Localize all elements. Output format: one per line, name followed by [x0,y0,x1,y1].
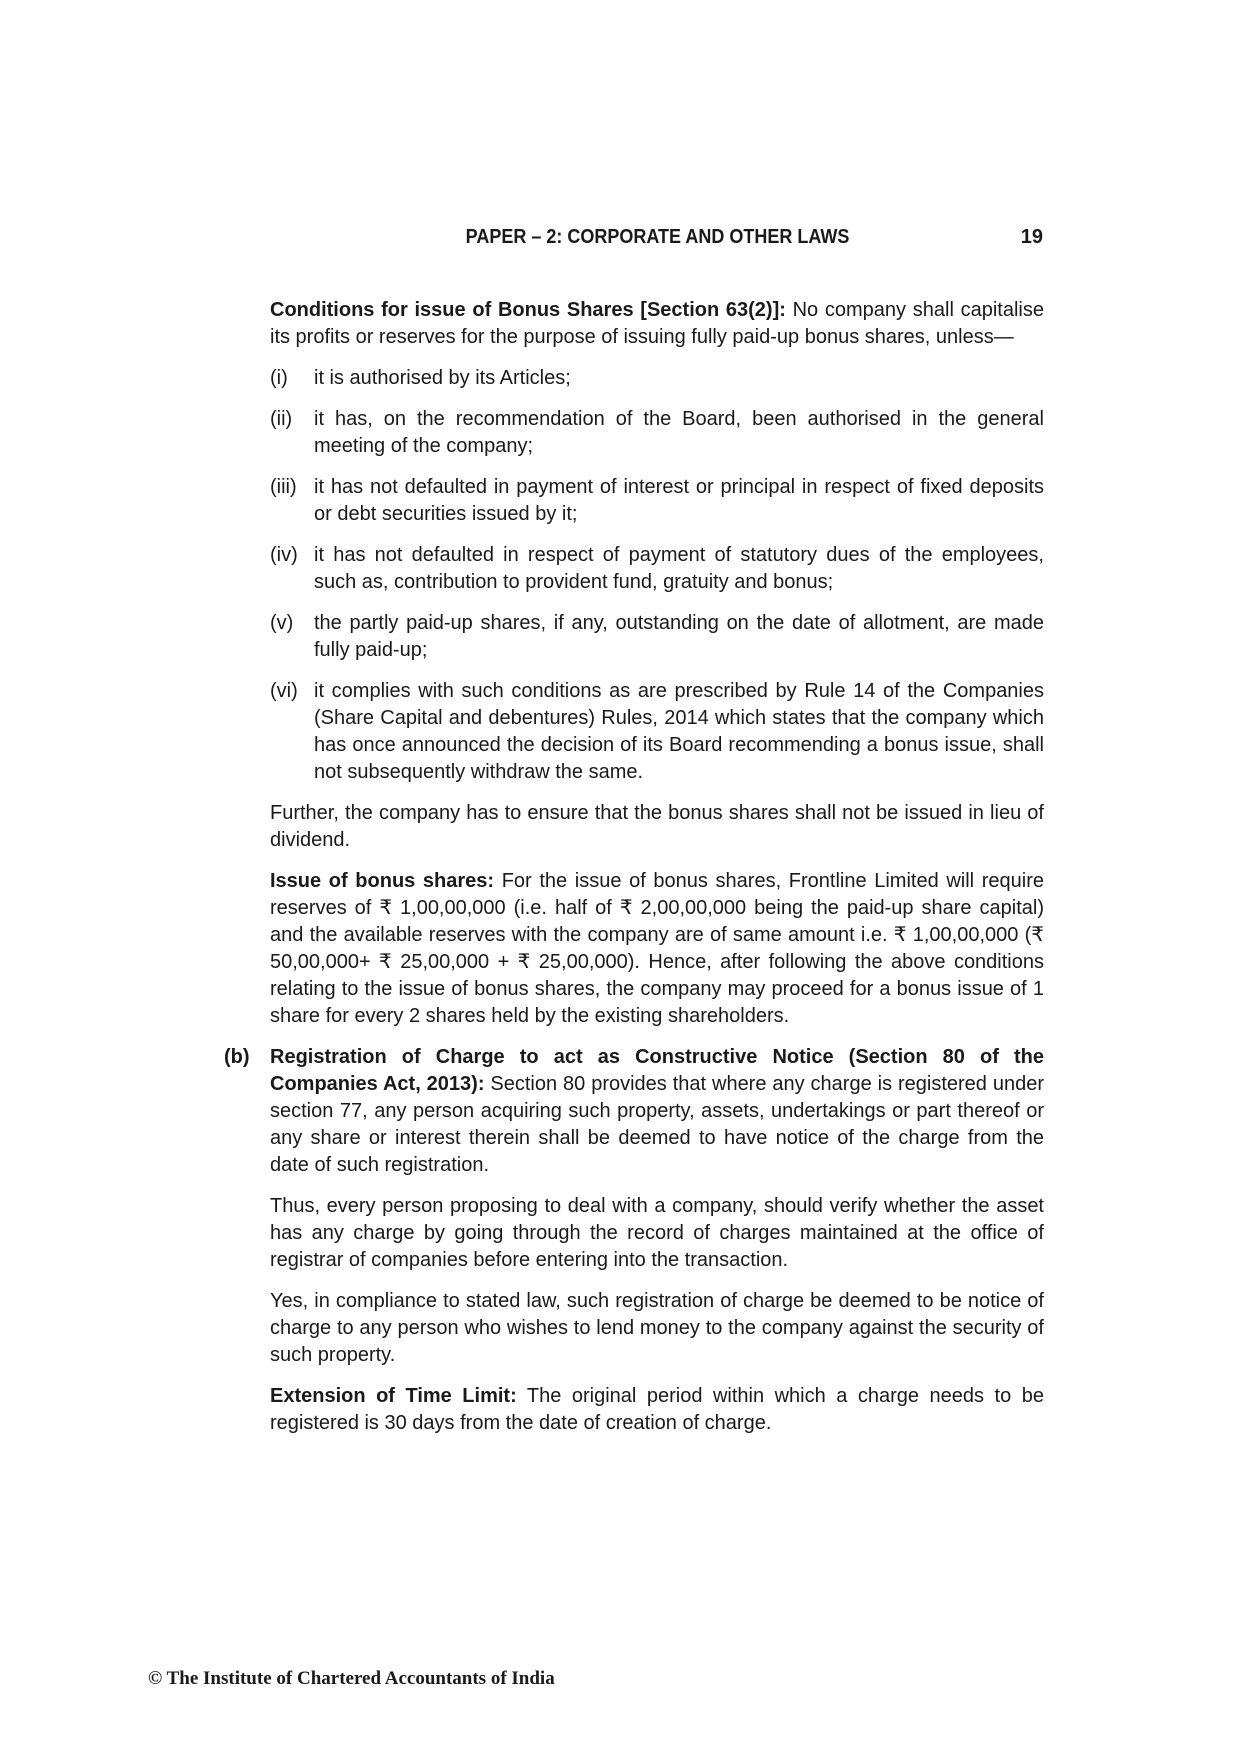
list-text: it is authorised by its Articles; [314,367,571,389]
list-marker: (vi) [270,680,298,702]
list-item [270,542,1044,596]
list-marker: (iv) [270,544,298,566]
conditions-list [270,365,1044,786]
section-b-paragraph [270,1044,1044,1179]
paper-title: PAPER – 2: CORPORATE AND OTHER LAWS [465,226,850,248]
list-item [270,365,1044,392]
list-item [270,610,1044,664]
list-text: it complies with such conditions as are prescribed by Rule 14 of the Companies (Share Capital and debentures) Rules, 2014 which states that the company which has once announced the decision of its Board recommending a bonus issue, shall not subsequently withdraw the same. [314,680,1044,783]
section-b-text: Section 80 provides that where any charge is registered under section 77, any person acquiring such property, assets, undertakings or part thereof or any share or interest therein shall be deemed to have notice of the charge from the date of such registration. [270,1073,1044,1176]
conditions-paragraph [270,297,1044,351]
further-paragraph: Further, the company has to ensure that the bonus shares shall not be issued in lieu of dividend. [270,802,1044,851]
list-marker: (v) [270,612,294,634]
conditions-intro: No company shall capitalise its profits or reserves for the purpose of issuing fully paid-up bonus shares, unless— [270,299,1044,348]
section-b [224,1044,1044,1437]
page-number: 19 [1020,226,1043,248]
list-text: it has not defaulted in respect of payment of statutory dues of the employees, such as, contribution to provident fund, gratuity and bonus; [314,544,1044,593]
conditions-heading: Conditions for issue of Bonus Shares [Section 63(2)]: [270,299,786,321]
issue-paragraph [270,868,1044,1030]
list-text: it has not defaulted in payment of interest or principal in respect of fixed deposits or debt securities issued by it; [314,476,1044,525]
extension-text: The original period within which a charge needs to be registered is 30 days from the date of creation of charge. [270,1385,1044,1434]
extension-paragraph [270,1383,1044,1437]
list-text: the partly paid-up shares, if any, outstanding on the date of allotment, are made fully paid-up; [314,612,1044,661]
page-content [224,297,1044,1451]
page-header [270,226,1045,254]
section-b-para3: Yes, in compliance to stated law, such registration of charge be deemed to be notice of charge to any person who wishes to lend money to the company against the security of such property. [270,1290,1044,1366]
list-item [270,474,1044,528]
list-marker: (i) [270,367,288,389]
list-marker: (iii) [270,476,297,498]
copyright-footer: © The Institute of Chartered Accountants of India [148,1668,555,1689]
section-b-marker: (b) [224,1046,250,1068]
section-b-heading: Registration of Charge to act as Constructive Notice (Section 80 of the Companies Act, 2013): [270,1046,1044,1095]
extension-heading: Extension of Time Limit: [270,1385,517,1407]
list-item [270,406,1044,460]
issue-text: For the issue of bonus shares, Frontline Limited will require reserves of ₹ 1,00,00,000 (i.e. half of ₹ 2,00,00,000 being the paid-up share capital) and the available reserves with the company are of same amount i.e. ₹ 1,00,00,000 (₹ 50,00,000+ ₹ 25,00,000 + ₹ 25,00,000). Hence, after following the above conditions relating to the issue of bonus shares, the company may proceed for a bonus issue of 1 share for every 2 shares held by the existing shareholders. [270,870,1044,1027]
list-text: it has, on the recommendation of the Board, been authorised in the general meeting of the company; [314,408,1044,457]
list-marker: (ii) [270,408,293,430]
section-b-para2: Thus, every person proposing to deal with a company, should verify whether the asset has any charge by going through the record of charges maintained at the office of registrar of companies before entering into the transaction. [270,1195,1044,1271]
issue-heading: Issue of bonus shares: [270,870,495,892]
list-item [270,678,1044,786]
